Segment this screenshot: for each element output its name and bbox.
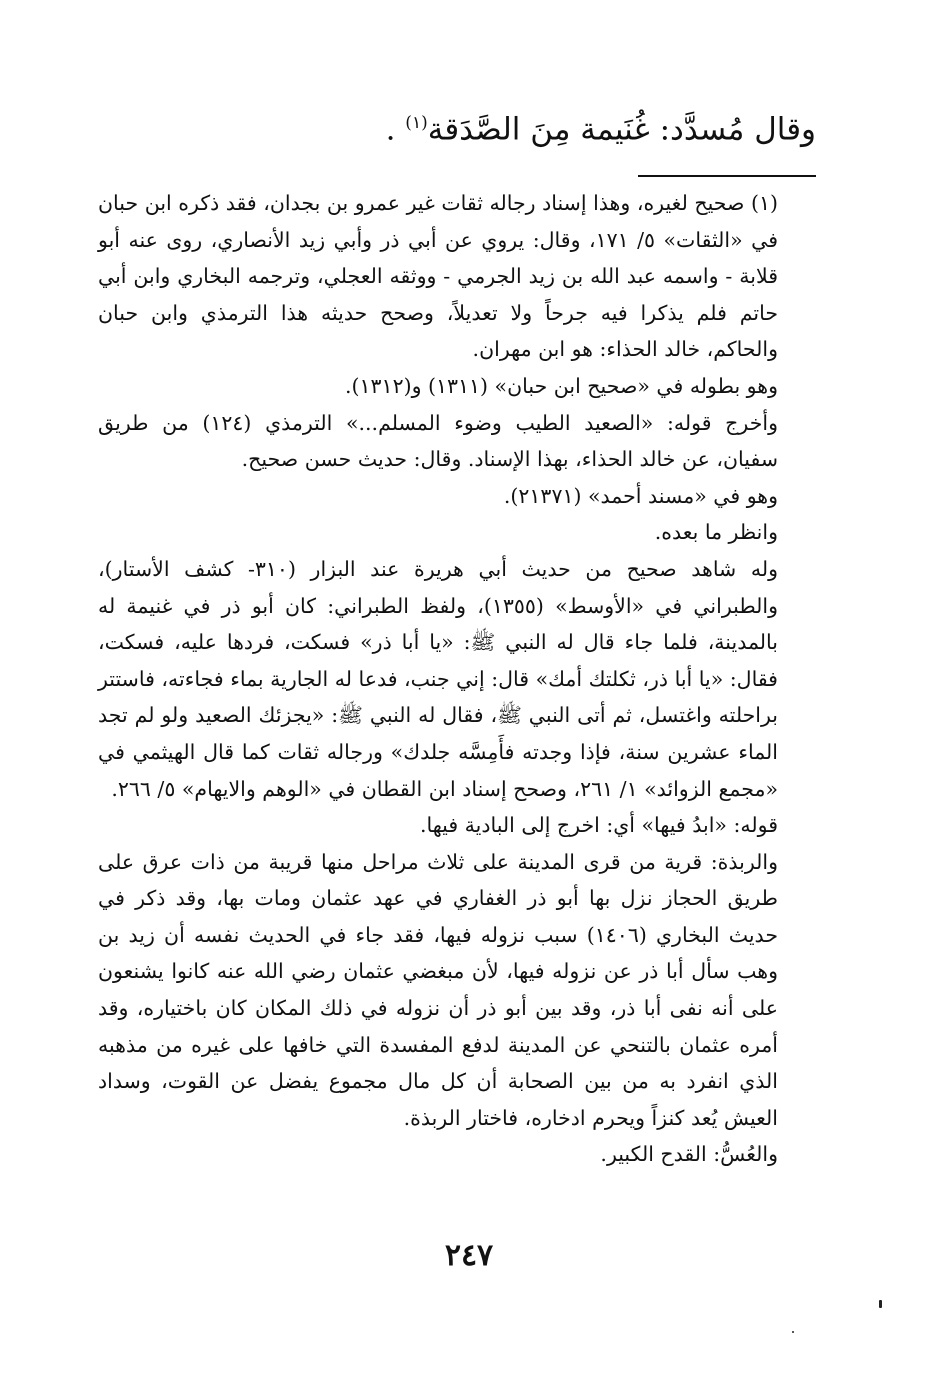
- footnote-reference: (١): [405, 113, 428, 133]
- footnote-paragraph-9: والعُسُّ: القدح الكبير.: [600, 1142, 778, 1167]
- footnotes-block: [98, 185, 814, 1173]
- main-text-line: [200, 100, 816, 152]
- scan-speck: [879, 1300, 882, 1308]
- footnote-paragraph-2: وهو بطوله في «صحيح ابن حبان» (١٣١١) و(١٣١٢).: [345, 373, 778, 398]
- footnote-paragraph-4: وهو في «مسند أحمد» (٢١٣٧١).: [503, 483, 778, 508]
- page-number: ٢٤٧: [444, 1238, 494, 1273]
- footnote-separator-rule: [638, 175, 816, 177]
- footnote-paragraph-5: وانظر ما بعده.: [654, 520, 778, 545]
- footnote-paragraph-3: وأخرج قوله: «الصعيد الطيب وضوء المسلم...» الترمذي (١٢٤) من طريق سفيان، عن خالد الحذاء، بهذا الإسناد. وقال: حديث حسن صحيح.: [98, 410, 778, 472]
- footnote-paragraph-6: وله شاهد صحيح من حديث أبي هريرة عند البزار (٣١٠- كشف الأستار)، والطبراني في «الأوسط» (١٣٥٥)، ولفظ الطبراني: كان أبو ذر في غنيمة له بالمدينة، فلما جاء قال له النبي ﷺ: «يا أبا ذر» فسكت، فردها عليه، فسكت، فقال: «يا أبا ذر، ثكلتك أمك» قال: إني جنب، فدعا له الجارية بماء فجاءته، فاستتر براحلته واغتسل، ثم أتى النبي ﷺ، فقال له النبي ﷺ: «يجزئك الصعيد ولو لم تجد الماء عشرين سنة، فإذا وجدته فأَمِسَّه جلدك» ورجاله ثقات كما قال الهيثمي في «مجمع الزوائد» ١/ ٢٦١، وصحح إسناد ابن القطان في «الوهم والايهام» ٥/ ٢٦٦.: [98, 556, 778, 801]
- scan-speck: [792, 1331, 794, 1333]
- main-text-period: .: [385, 111, 396, 148]
- footnote-paragraph-8: والربذة: قرية من قرى المدينة على ثلاث مراحل منها قريبة من ذات عرق على طريق الحجاز نزل بها أبو ذر الغفاري في عهد عثمان ومات بها، وقد ذكر في حديث البخاري (١٤٠٦) سبب نزوله فيها، فقد جاء في الحديث نفسه أن زيد بن وهب سأل أبا ذر عن نزوله فيها، لأن مبغضي عثمان رضي الله عنه كانوا يشنعون على أنه نفى أبا ذر، وقد بين أبو ذر أن نزوله في ذلك المكان كان باختياره، وقد أمره عثمان بالتنحي عن المدينة لدفع المفسدة التي خافها على غيره من مذهبه الذي انفرد به من بين الصحابة أن كل مال مجموع يفضل عن القوت، وسداد العيش يُعد كنزاً ويحرم ادخاره، فاختار الربذة.: [98, 849, 778, 1130]
- footnote-paragraph-1: (١) صحيح لغيره، وهذا إسناد رجاله ثقات غير عمرو بن بجدان، فقد ذكره ابن حبان في «الثقات» ٥/ ١٧١، وقال: يروي عن أبي ذر وأبي زيد الأنصاري، روى عنه أبو قلابة - واسمه عبد الله بن زيد الجرمي - ووثقه العجلي، وترجمه البخاري وابن أبي حاتم فلم يذكرا فيه جرحاً ولا تعديلاً، وصحح حديثه هذا الترمذي وابن حبان والحاكم، خالد الحذاء: هو ابن مهران.: [98, 191, 778, 362]
- footnote-paragraph-7: قوله: «ابدُ فيها» أي: اخرج إلى البادية فيها.: [419, 813, 778, 838]
- main-text: وقال مُسدَّد: غُنَيمة مِنَ الصَّدَقة: [427, 111, 816, 148]
